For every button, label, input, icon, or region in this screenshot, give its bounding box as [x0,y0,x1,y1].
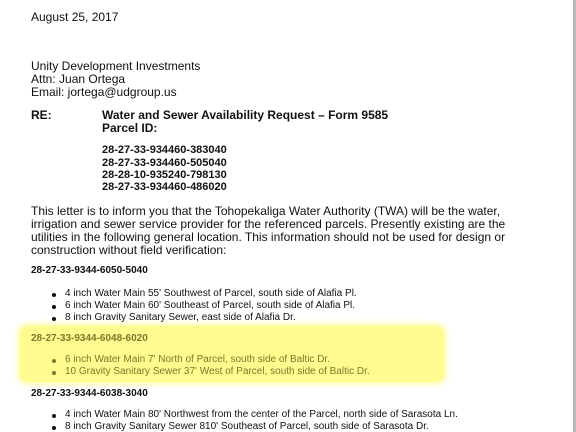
section-item: 4 inch Water Main 80' Northwest from the center of the Parcel, north side of Sarasota Ln. [65,409,458,420]
parcel-id-item: 28-27-33-934460-383040 [102,144,227,156]
section-item: 8 inch Gravity Sanitary Sewer, east side of Alafia Dr. [65,312,296,323]
body-line: irrigation and sewer service provider for the referenced parcels. Presently existing are the [31,217,506,231]
parcel-id-label: Parcel ID: [102,121,158,135]
section-parcel-heading: 28-27-33-9344-6038-3040 [31,388,148,399]
bullet-icon [52,414,56,418]
parcel-id-item: 28-28-10-935240-798130 [102,169,227,181]
parcel-id-item: 28-27-33-934460-505040 [102,157,227,169]
recipient-company: Unity Development Investments [31,59,201,73]
subject-line: Water and Sewer Availability Request – Form 9585 [102,108,389,122]
section-item: 4 inch Water Main 55' Southwest of Parcel, south side of Alafia Pl. [65,288,357,299]
section-item: 6 inch Water Main 60' Southeast of Parcel, south side of Alafia Pl. [65,300,356,311]
letter-date: August 25, 2017 [31,10,119,24]
section-item: 10 Gravity Sanitary Sewer 37' West of Parcel, south side of Baltic Dr. [65,366,370,377]
bullet-icon [52,371,56,375]
recipient-attn: Attn: Juan Ortega [31,72,126,86]
bullet-icon [52,305,56,309]
section-item: 6 inch Water Main 7' North of Parcel, south side of Baltic Dr. [65,354,330,365]
body-paragraph [31,205,527,257]
bullet-icon [52,426,56,430]
section-parcel-heading-highlighted: 28-27-33-9344-6048-6020 [31,333,148,344]
bullet-icon [52,317,56,321]
parcel-id-item: 28-27-33-934460-486020 [102,181,227,193]
section-item: 8 inch Gravity Sanitary Sewer 810' Southeast of Parcel, south side of Sarasota Dr. [65,421,429,432]
body-line: This letter is to inform you that the Tohopekaliga Water Authority (TWA) will be the water, [31,204,501,218]
bullet-icon [52,293,56,297]
bullet-icon [52,359,56,363]
section-parcel-heading: 28-27-33-9344-6050-5040 [31,265,148,276]
body-line: construction without field verification: [31,243,227,257]
recipient-email: Email: jortega@udgroup.us [31,85,177,99]
body-line: utilities in the following general location. This information should not be used for design or [31,230,506,244]
re-label: RE: [31,108,52,122]
